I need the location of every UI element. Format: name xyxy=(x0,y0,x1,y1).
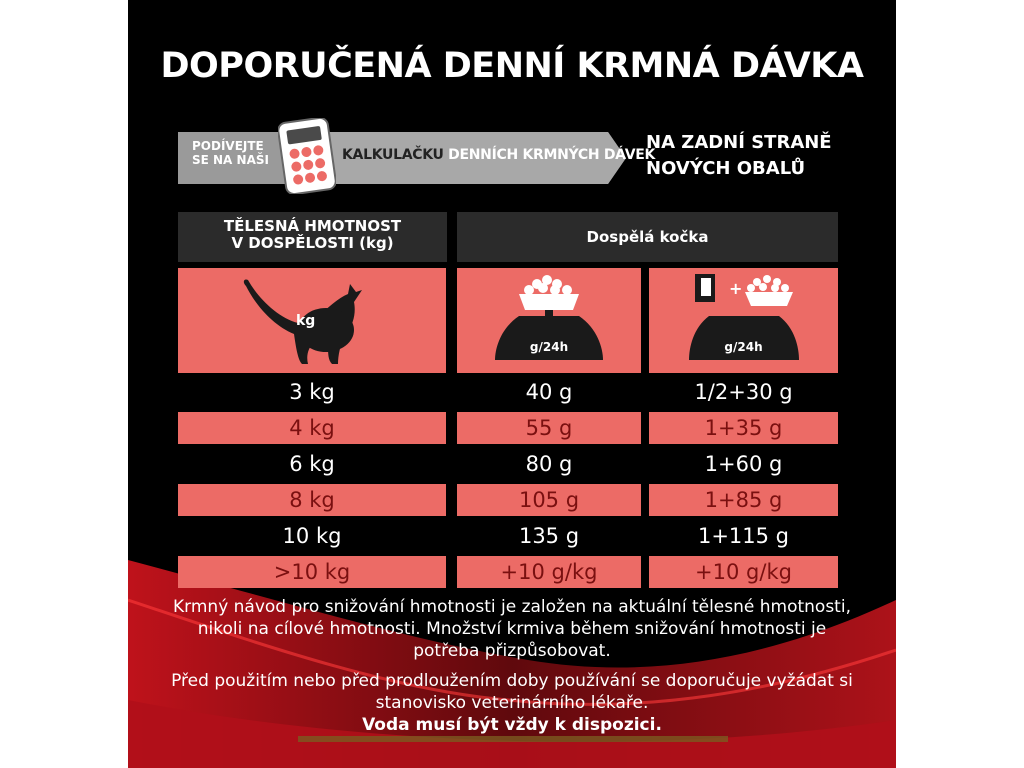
mixed-amount-cell: 1+35 g xyxy=(649,412,838,444)
dry-amount-cell: 55 g xyxy=(457,412,641,444)
cat-kg-label: kg xyxy=(296,313,316,329)
calculator-icon xyxy=(278,118,336,194)
table-row xyxy=(128,484,896,516)
scale-bowl-icon xyxy=(457,268,641,373)
table-row xyxy=(128,556,896,588)
weight-cell: 4 kg xyxy=(178,412,446,444)
weight-cell: >10 kg xyxy=(178,556,446,588)
banner-middle-text: KALKULAČKU DENNÍCH KRMNÝCH DÁVEK xyxy=(342,147,656,163)
dry-scale-label: g/24h xyxy=(529,340,569,354)
scale-pouch-bowl-icon xyxy=(649,268,838,373)
mixed-amount-cell: 1/2+30 g xyxy=(694,380,793,404)
dry-amount-cell: +10 g/kg xyxy=(457,556,641,588)
mixed-amount-cell: 1+115 g xyxy=(697,524,790,548)
table-row xyxy=(128,520,896,552)
banner-right-text: NA ZADNÍ STRANĚ NOVÝCH OBALŮ xyxy=(646,132,832,179)
dry-amount-cell: 40 g xyxy=(525,380,573,404)
mixed-amount-cell: 1+60 g xyxy=(704,452,783,476)
weight-cell: 8 kg xyxy=(178,484,446,516)
table-row xyxy=(128,412,896,444)
table-row xyxy=(128,376,896,408)
cat-weight-icon-box xyxy=(178,268,446,373)
page-title: DOPORUČENÁ DENNÍ KRMNÁ DÁVKA xyxy=(160,46,864,86)
header-adult-cat: Dospělá kočka xyxy=(457,212,838,262)
feeding-guide-panel xyxy=(128,0,896,768)
header-body-weight: TĚLESNÁ HMOTNOST V DOSPĚLOSTI (kg) xyxy=(178,212,447,262)
dry-food-icon-box xyxy=(457,268,641,373)
note-water: Voda musí být vždy k dispozici. xyxy=(362,715,662,735)
feeding-notes xyxy=(168,596,856,736)
note-vet-advice: Před použitím nebo před prodloužením doby používání se doporučuje vyžádat si stanovisko veterinárního lékaře. xyxy=(171,671,853,713)
mixed-amount-cell: 1+85 g xyxy=(649,484,838,516)
weight-cell: 10 kg xyxy=(282,524,342,548)
mixed-scale-label: g/24h xyxy=(724,340,763,354)
weight-cell: 3 kg xyxy=(289,380,335,404)
dry-amount-cell: 135 g xyxy=(518,524,580,548)
mixed-food-icon-box xyxy=(649,268,838,373)
svg-text:+: + xyxy=(729,279,743,298)
dry-amount-cell: 80 g xyxy=(525,452,573,476)
banner-left-text: PODÍVEJTE SE NA NAŠI xyxy=(192,139,269,167)
mixed-amount-cell: +10 g/kg xyxy=(649,556,838,588)
table-row xyxy=(128,448,896,480)
weight-cell: 6 kg xyxy=(289,452,335,476)
note-weight-loss: Krmný návod pro snižování hmotnosti je založen na aktuální tělesné hmotnosti, nikoli na cílové hmotnosti. Množství krmiva během snižování hmotnosti je potřeba přizpůsobovat. xyxy=(173,597,851,661)
dry-amount-cell: 105 g xyxy=(457,484,641,516)
